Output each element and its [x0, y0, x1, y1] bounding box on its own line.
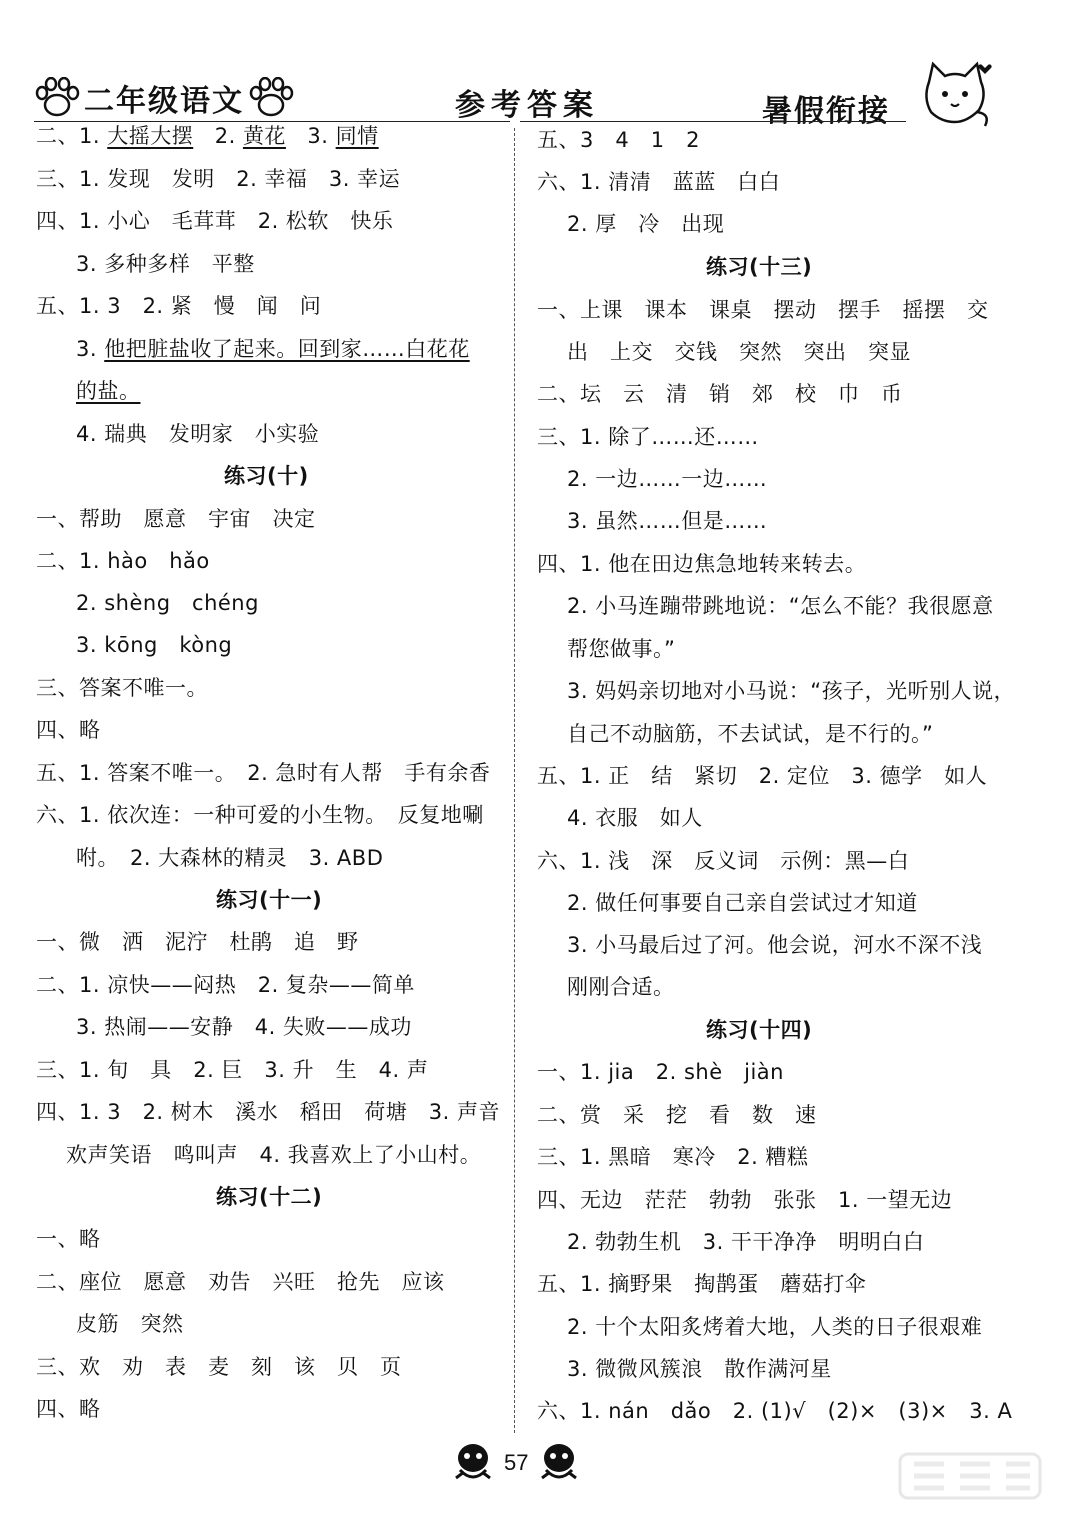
answer-line: 四、1. 小心 毛茸茸 2. 松软 快乐	[36, 209, 394, 233]
header-rule-right	[520, 121, 906, 122]
answer-line: 出 上交 交钱 突然 突出 突显	[567, 340, 911, 364]
answer-line: 三、1. 黑暗 寒冷 2. 糟糕	[537, 1145, 809, 1169]
section-title: 练习(十)	[224, 464, 309, 488]
answer-line: 一、微 洒 泥泞 杜鹃 追 野	[36, 930, 359, 954]
answer-line: 3. 他把脏盐收了起来。回到家……白花花	[76, 337, 470, 361]
answer-line: 3. 小马最后过了河。他会说，河水不深不浅	[567, 933, 983, 957]
mascot-icon	[536, 1440, 582, 1486]
answer-line: 二、1. hào hǎo	[36, 549, 210, 573]
answer-line: 四、略	[36, 1397, 101, 1421]
answer-line: 二、坛 云 清 销 郊 校 巾 币	[537, 382, 903, 406]
answer-line: 2. 厚 冷 出现	[567, 212, 725, 236]
answer-line: 2. shèng chéng	[76, 591, 259, 615]
answer-line: 4. 衣服 如人	[567, 806, 703, 830]
answer-line: 五、3 4 1 2	[537, 128, 700, 152]
answer-line: 自己不动脑筋，不去试试，是不行的。”	[567, 722, 934, 746]
answer-line: 2. 勃勃生机 3. 干干净净 明明白白	[567, 1230, 925, 1254]
section-title: 练习(十四)	[706, 1018, 813, 1042]
answer-line: 一、1. jia 2. shè jiàn	[537, 1060, 784, 1084]
answer-line: 咐。 2. 大森林的精灵 3. ABD	[76, 846, 384, 870]
answer-line: 3. 微微风簇浪 散作满河星	[567, 1357, 832, 1381]
header-answer-title: 参考答案	[455, 88, 599, 123]
answer-line: 五、1. 正 结 紧切 2. 定位 3. 德学 如人	[537, 764, 988, 788]
answer-line: 帮您做事。”	[567, 637, 676, 661]
answer-line: 六、1. 浅 深 反义词 示例：黑—白	[537, 849, 910, 873]
header-left	[34, 76, 294, 120]
header-grade-subject: 二年级语文	[84, 84, 244, 119]
answer-line: 刚刚合适。	[567, 975, 675, 999]
answer-line: 2. 十个太阳炙烤着大地，人类的日子很艰难	[567, 1315, 983, 1339]
answer-line: 4. 瑞典 发明家 小实验	[76, 422, 320, 446]
answer-line: 二、座位 愿意 劝告 兴旺 抢先 应该	[36, 1270, 445, 1294]
mascot-icon	[450, 1440, 496, 1486]
header-series-title: 暑假衔接	[762, 94, 890, 129]
answer-line: 皮筋 突然	[76, 1312, 184, 1336]
answer-line: 三、1. 旬 具 2. 巨 3. 升 生 4. 声	[36, 1058, 429, 1082]
answer-line: 四、略	[36, 718, 101, 742]
answer-line: 三、1. 除了……还……	[537, 425, 759, 449]
answer-line: 六、1. 清清 蓝蓝 白白	[537, 170, 781, 194]
answer-line: 三、欢 劝 表 麦 刻 该 贝 页	[36, 1355, 402, 1379]
answer-line: 三、答案不唯一。	[36, 676, 208, 700]
answer-line: 四、1. 他在田边焦急地转来转去。	[537, 552, 867, 576]
answer-line: 一、帮助 愿意 宇宙 决定	[36, 507, 316, 531]
answer-line: 3. 虽然……但是……	[567, 509, 768, 533]
answer-line: 五、1. 摘野果 掏鹊蛋 蘑菇打伞	[537, 1272, 867, 1296]
paw-icon	[34, 77, 80, 119]
answer-line: 2. 做任何事要自己亲自尝试过才知道	[567, 891, 918, 915]
answer-line: 四、1. 3 2. 树木 溪水 稻田 荷塘 3. 声音	[36, 1100, 500, 1124]
answer-line: 五、1. 答案不唯一。 2. 急时有人帮 手有余香	[36, 761, 491, 785]
answer-line: 3. kōng kòng	[76, 633, 233, 657]
answer-line: 2. 一边……一边……	[567, 467, 768, 491]
answer-line: 六、1. nán dǎo 2. (1)√ (2)× (3)× 3. A	[537, 1399, 1013, 1423]
column-divider	[514, 128, 515, 1433]
answer-line: 二、1. 大摇大摆 2. 黄花 3. 同情	[36, 124, 379, 148]
answer-line: 六、1. 依次连：一种可爱的小生物。 反复地唰	[36, 803, 484, 827]
answer-line: 五、1. 3 2. 紧 慢 闻 问	[36, 294, 322, 318]
answer-line: 四、无边 茫茫 勃勃 张张 1. 一望无边	[537, 1188, 953, 1212]
answer-line: 一、略	[36, 1227, 101, 1251]
answer-line: 3. 热闹——安静 4. 失败——成功	[76, 1015, 412, 1039]
answer-line: 2. 小马连蹦带跳地说：“怎么不能？我很愿意	[567, 594, 994, 618]
section-title: 练习(十一)	[216, 888, 323, 912]
cat-icon	[915, 56, 995, 132]
answer-line: 一、上课 课本 课桌 摆动 摆手 摇摆 交	[537, 298, 989, 322]
answer-line: 二、1. 凉快——闷热 2. 复杂——简单	[36, 973, 415, 997]
answer-line: 三、1. 发现 发明 2. 幸福 3. 幸运	[36, 167, 401, 191]
page-footer	[450, 1440, 582, 1486]
answer-line: 3. 多种多样 平整	[76, 252, 255, 276]
section-title: 练习(十二)	[216, 1185, 323, 1209]
paw-icon	[248, 77, 294, 119]
page-number: 57	[504, 1450, 529, 1475]
section-title: 练习(十三)	[706, 255, 813, 279]
answer-line: 二、赏 采 挖 看 数 速	[537, 1103, 817, 1127]
answer-line: 3. 妈妈亲切地对小马说：“孩子，光听别人说，	[567, 679, 1016, 703]
watermark-logo	[890, 1450, 1050, 1530]
answer-line: 的盐。	[76, 379, 141, 403]
answer-line: 欢声笑语 鸣叫声 4. 我喜欢上了小山村。	[66, 1143, 482, 1167]
